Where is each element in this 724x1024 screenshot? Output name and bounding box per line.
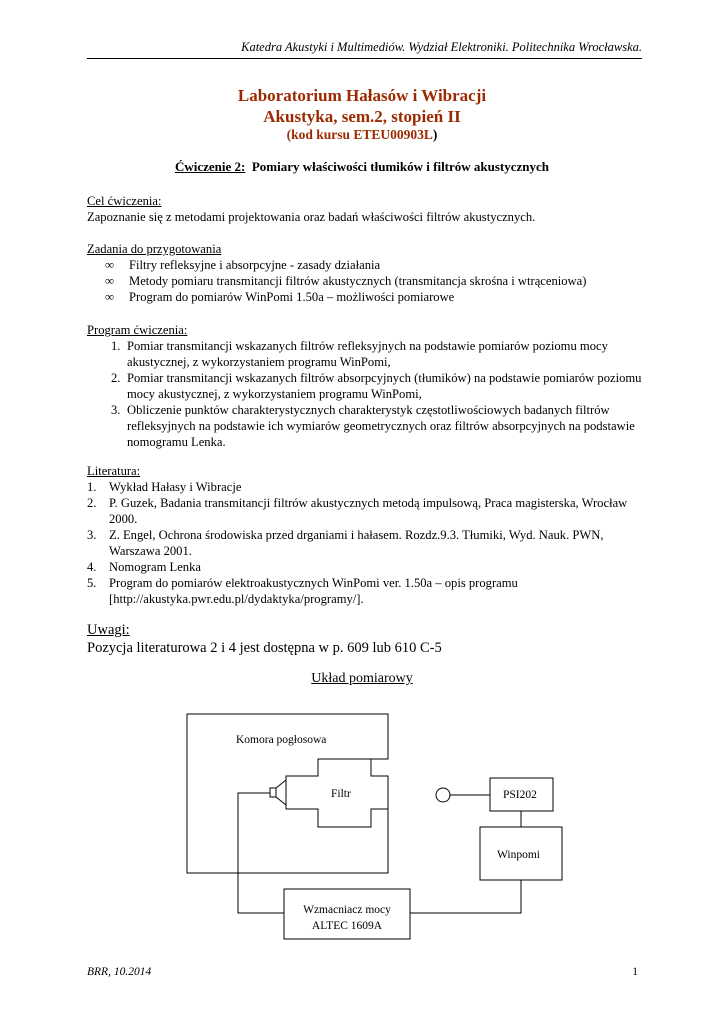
course-code-close: ) (432, 127, 438, 142)
footer-author-date: BRR, 10.2014 (87, 966, 152, 978)
list-item (87, 479, 647, 495)
bullet-icon: ∞ (105, 290, 114, 304)
list-item (87, 402, 647, 450)
item-text: Z. Engel, Ochrona środowiska przed drganiami i hałasem. Rozdz.9.3. Tłumiki, Wyd. Nauk. PWN, Warszawa 2001. (109, 528, 604, 558)
lab-title: Laboratorium Hałasów i Wibracji (237, 86, 487, 105)
literature-section (87, 463, 647, 607)
wire-speaker-amp (238, 793, 284, 913)
item-text: Program do pomiarów elektroakustycznych WinPomi ver. 1.50a – opis programu [http://akustyka.pwr.edu.pl/dydaktyka/programy/]. (109, 576, 518, 606)
tasks-list (87, 257, 647, 305)
exercise-heading (0, 159, 724, 175)
item-number: 2. (111, 371, 121, 385)
goal-heading: Cel ćwiczenia: (87, 194, 162, 208)
list-item (87, 370, 647, 402)
loudspeaker-cone (276, 780, 286, 805)
task-text: Filtry refleksyjne i absorpcyjne - zasady działania (129, 258, 381, 272)
literature-list (87, 479, 647, 607)
amplifier-label-1: Wzmacniacz mocy (303, 904, 391, 916)
list-item (87, 575, 647, 607)
measurement-diagram (0, 700, 724, 980)
item-number: 1. (111, 339, 121, 353)
item-text: P. Guzek, Badania transmitancji filtrów akustycznych metodą impulsową, Praca magisterska, Wrocław 2000. (109, 496, 628, 526)
task-text: Metody pomiaru transmitancji filtrów akustycznych (transmitancja skrośna i wtrąceniowa) (129, 274, 587, 288)
program-heading: Program ćwiczenia: (87, 323, 188, 337)
footer-page-number: 1 (632, 966, 638, 978)
amplifier-label-2: ALTEC 1609A (311, 920, 383, 932)
exercise-label: Ćwiczenie 2: (174, 159, 246, 174)
bullet-icon: ∞ (105, 274, 114, 288)
program-section (87, 322, 647, 450)
winpomi-label: Winpomi (497, 849, 540, 861)
wire-amp-winpomi (410, 880, 521, 913)
microphone-icon (436, 788, 450, 802)
loudspeaker-icon (270, 788, 276, 797)
item-number: 3. (111, 403, 121, 417)
bullet-icon: ∞ (105, 258, 114, 272)
item-text: Obliczenie punktów charakterystycznych charakterystyk częstotliwościowych badanych filtrów refleksyjnych na podstawie ich wymiarów geometrycznych oraz filtrów absorpcyjnych na podstawie nomogramu Lenka. (127, 403, 635, 449)
filter-label: Filtr (331, 788, 351, 800)
course-code-text: (kod kursu ETEU00903L (286, 127, 433, 142)
goal-text: Zapoznanie się z metodami projektowania oraz badań właściwości filtrów akustycznych. (87, 210, 536, 224)
diagram-title: Układ pomiarowy (311, 671, 413, 686)
chamber-label: Komora pogłosowa (236, 734, 327, 746)
literature-heading: Literatura: (87, 464, 141, 478)
notes-section (87, 621, 647, 657)
list-item (87, 289, 647, 305)
notes-heading: Uwagi: (87, 622, 130, 638)
item-text: Pomiar transmitancji wskazanych filtrów absorpcyjnych (tłumików) na podstawie pomiarów poziomu mocy akustycznej, z wykorzystaniem programu WinPomi, (127, 371, 642, 401)
item-number: 4. (87, 560, 97, 574)
list-item (87, 495, 647, 527)
page-header: Katedra Akustyki i Multimediów. Wydział Elektroniki. Politechnika Wrocławska. (87, 40, 642, 59)
item-text: Nomogram Lenka (109, 560, 201, 574)
list-item (87, 559, 647, 575)
notes-text: Pozycja literaturowa 2 i 4 jest dostępna w p. 609 lub 610 C-5 (87, 640, 442, 656)
task-text: Program do pomiarów WinPomi 1.50a – możliwości pomiarowe (129, 290, 455, 304)
goal-section (87, 193, 647, 225)
item-number: 5. (87, 576, 97, 590)
list-item (87, 257, 647, 273)
item-text: Wykład Hałasy i Wibracje (109, 480, 242, 494)
psi202-label: PSI202 (503, 789, 537, 801)
list-item (87, 273, 647, 289)
course-code (0, 127, 724, 143)
item-number: 2. (87, 496, 97, 510)
tasks-heading: Zadania do przygotowania (87, 242, 222, 256)
tasks-section (87, 241, 647, 305)
list-item (87, 527, 647, 559)
program-list (87, 338, 647, 450)
item-text: Pomiar transmitancji wskazanych filtrów refleksyjnych na podstawie pomiarów poziomu mocy akustycznej, z wykorzystaniem programu WinPomi, (127, 339, 608, 369)
course-subtitle: Akustyka, sem.2, stopień II (263, 107, 461, 126)
exercise-title: Pomiary właściwości tłumików i filtrów akustycznych (251, 159, 550, 174)
item-number: 1. (87, 480, 97, 494)
item-number: 3. (87, 528, 97, 542)
list-item (87, 338, 647, 370)
